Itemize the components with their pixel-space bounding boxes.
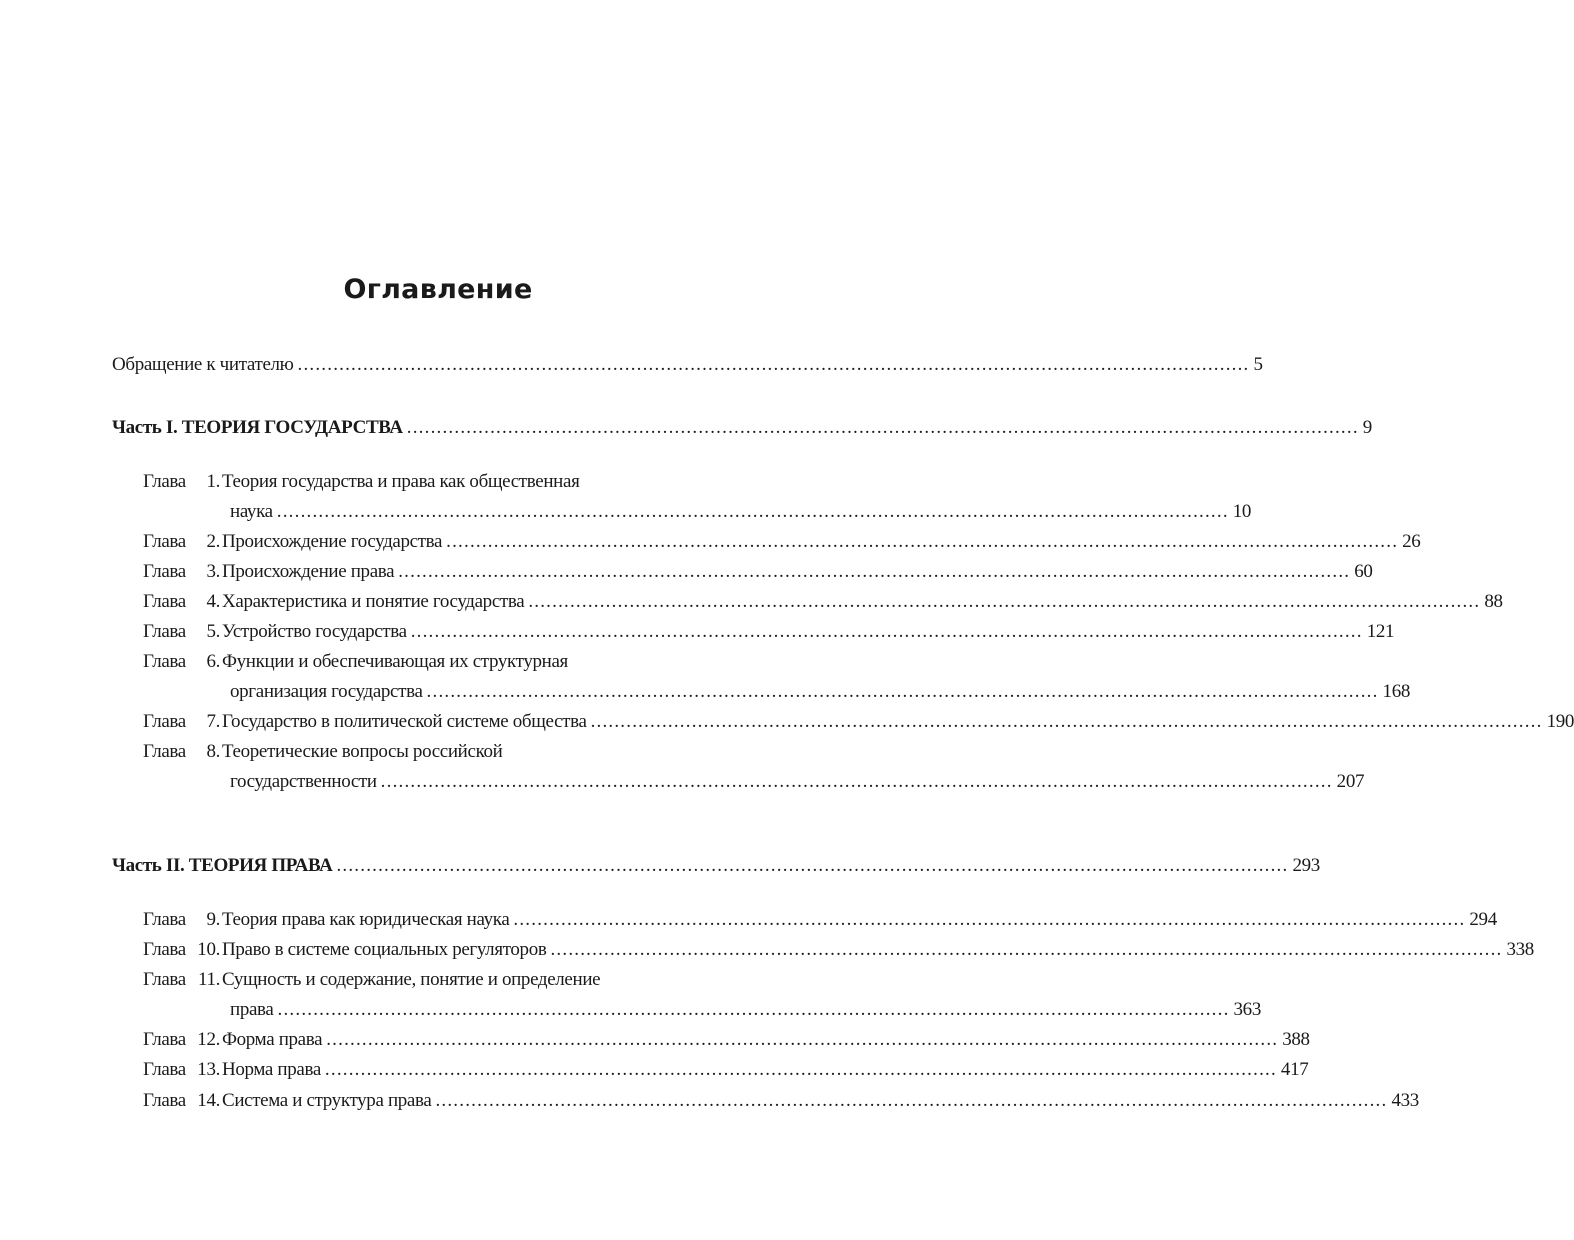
chapter-prefix: [112, 617, 222, 647]
toc-chapter-row[interactable]: [112, 677, 1410, 707]
toc-chapter-row[interactable]: [112, 587, 1503, 617]
page-number: 60: [1354, 561, 1373, 582]
dot-leader: [336, 851, 1288, 881]
chapter-prefix: [112, 737, 222, 767]
chapter-number: 11.: [198, 969, 220, 990]
page-number: 10: [1232, 501, 1252, 522]
toc-part-row[interactable]: [112, 413, 1372, 443]
chapter-word: Глава: [143, 909, 186, 930]
page-number: 388: [1282, 1029, 1310, 1050]
toc-chapter-row[interactable]: [112, 617, 1395, 647]
chapter-prefix: [112, 527, 222, 557]
page-number: 168: [1382, 681, 1410, 702]
chapter-word: Глава: [143, 471, 186, 492]
entry-title: Обращение к читателю: [112, 354, 294, 375]
page-number: 293: [1292, 855, 1320, 876]
page-number: 88: [1484, 591, 1503, 612]
chapter-word: Глава: [143, 711, 186, 732]
chapter-title: Форма права: [222, 1029, 323, 1050]
chapter-title: Функции и обеспечивающая их структурная: [222, 651, 568, 672]
chapter-word: Глава: [143, 1090, 186, 1111]
chapter-title: Норма права: [222, 1059, 321, 1080]
chapter-number: 5.: [206, 621, 220, 642]
dot-leader: [411, 617, 1363, 647]
chapter-number: 3.: [206, 561, 220, 582]
page-number: 121: [1366, 621, 1395, 642]
toc-chapter-row[interactable]: [112, 497, 1252, 527]
chapter-prefix: [112, 965, 222, 995]
chapter-title: Характеристика и понятие государства: [222, 591, 525, 612]
chapter-number: 10.: [197, 939, 220, 960]
dot-leader: [446, 527, 1398, 557]
chapter-word: Глава: [143, 939, 186, 960]
chapter-prefix: [112, 935, 222, 965]
chapter-title: государственности: [230, 771, 377, 792]
dot-leader: [435, 1086, 1387, 1116]
chapter-word: Глава: [143, 651, 186, 672]
chapter-title: права: [230, 999, 274, 1020]
page-title: Оглавление: [343, 274, 533, 305]
chapter-title: организация государства: [230, 681, 423, 702]
chapter-number: 2.: [206, 531, 220, 552]
page-number: 9: [1362, 417, 1372, 438]
chapter-prefix: [112, 557, 222, 587]
chapter-number: 4.: [206, 591, 220, 612]
chapter-number: 12.: [197, 1029, 220, 1050]
chapter-title: наука: [230, 501, 273, 522]
toc-chapter-row[interactable]: [112, 737, 760, 767]
page-number: 363: [1233, 999, 1261, 1020]
toc-chapter-row[interactable]: [112, 767, 1365, 797]
chapter-number: 7.: [206, 711, 220, 732]
chapter-title: Теория государства и права как общественная: [222, 471, 580, 492]
chapter-title: Государство в политической системе общества: [222, 711, 587, 732]
dot-leader: [407, 413, 1359, 443]
chapter-number: 13.: [197, 1059, 220, 1080]
chapter-prefix: [112, 587, 222, 617]
chapter-prefix: [112, 707, 222, 737]
toc-chapter-row[interactable]: [112, 965, 760, 995]
toc-entry-row[interactable]: [112, 350, 1263, 380]
entry-title: Часть I. ТЕОРИЯ ГОСУДАРСТВА: [112, 417, 403, 438]
toc-part-row[interactable]: [112, 851, 1320, 881]
chapter-title: Система и структура права: [222, 1090, 432, 1111]
toc-chapter-row[interactable]: [112, 1055, 1309, 1085]
chapter-prefix: [112, 1086, 222, 1116]
chapter-word: Глава: [143, 1029, 186, 1050]
chapter-title: Право в системе социальных регуляторов: [222, 939, 547, 960]
chapter-number: 6.: [206, 651, 220, 672]
chapter-number: 8.: [206, 741, 220, 762]
toc-chapter-row[interactable]: [112, 1086, 1419, 1116]
chapter-title: Устройство государства: [222, 621, 407, 642]
chapter-word: Глава: [143, 741, 186, 762]
chapter-prefix: [112, 647, 222, 677]
page-number: 207: [1336, 771, 1365, 792]
chapter-word: Глава: [143, 591, 186, 612]
page-number: 417: [1280, 1059, 1309, 1080]
dot-leader: [591, 707, 1543, 737]
chapter-prefix: [112, 1055, 222, 1085]
dot-leader: [277, 497, 1229, 527]
toc-chapter-row[interactable]: [112, 527, 1421, 557]
chapter-prefix: [112, 1025, 222, 1055]
dot-leader: [381, 767, 1333, 797]
page-number: 294: [1469, 909, 1497, 930]
entry-title: Часть II. ТЕОРИЯ ПРАВА: [112, 855, 333, 876]
chapter-title: Теория права как юридическая наука: [222, 909, 510, 930]
dot-leader: [298, 350, 1250, 380]
dot-leader: [513, 905, 1465, 935]
chapter-title: Сущность и содержание, понятие и определение: [222, 969, 601, 990]
chapter-number: 14.: [197, 1090, 220, 1111]
chapter-number: 1.: [206, 471, 220, 492]
page-number: 190: [1546, 711, 1574, 732]
toc-chapter-row[interactable]: [112, 995, 1261, 1025]
dot-leader: [326, 1025, 1278, 1055]
chapter-title: Теоретические вопросы российской: [222, 741, 503, 762]
chapter-title: Происхождение права: [222, 561, 395, 582]
toc-chapter-row[interactable]: [112, 1025, 1310, 1055]
toc-chapter-row[interactable]: [112, 935, 1534, 965]
page-number: 433: [1391, 1090, 1419, 1111]
dot-leader: [427, 677, 1379, 707]
chapter-prefix: [112, 905, 222, 935]
chapter-title: Происхождение государства: [222, 531, 443, 552]
page-number: 5: [1253, 354, 1263, 375]
page-number: 26: [1402, 531, 1421, 552]
chapter-word: Глава: [143, 561, 186, 582]
toc-chapter-row[interactable]: [112, 707, 1574, 737]
dot-leader: [550, 935, 1502, 965]
toc-chapter-row[interactable]: [112, 905, 1497, 935]
toc-chapter-row[interactable]: [112, 557, 1373, 587]
chapter-number: 9.: [206, 909, 220, 930]
dot-leader: [528, 587, 1480, 617]
page-number: 338: [1506, 939, 1534, 960]
toc-chapter-row[interactable]: [112, 647, 760, 677]
dot-leader: [278, 995, 1230, 1025]
toc-chapter-row[interactable]: [112, 467, 760, 497]
dot-leader: [325, 1055, 1277, 1085]
chapter-word: Глава: [143, 1059, 186, 1080]
chapter-word: Глава: [143, 531, 186, 552]
dot-leader: [398, 557, 1350, 587]
chapter-word: Глава: [143, 969, 186, 990]
chapter-word: Глава: [143, 621, 186, 642]
chapter-prefix: [112, 467, 222, 497]
